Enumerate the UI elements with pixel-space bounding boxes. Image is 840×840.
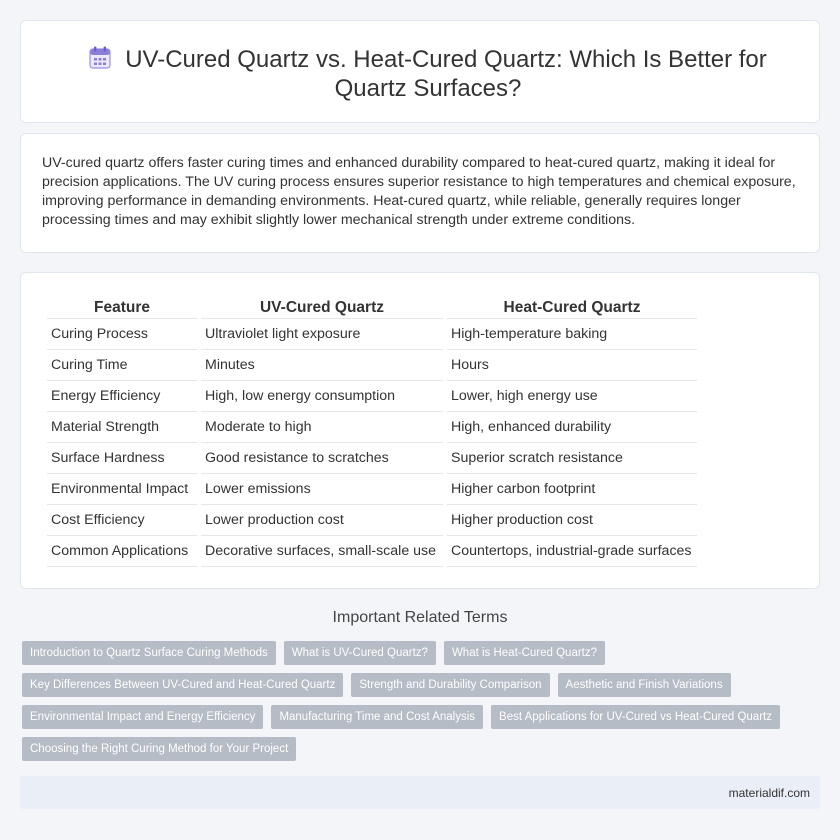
- page-title-wrap: [51, 45, 805, 103]
- related-term-tag[interactable]: Choosing the Right Curing Method for Your Project: [22, 737, 296, 761]
- table-row: [47, 505, 697, 536]
- related-term-tag[interactable]: Key Differences Between UV-Cured and Heat-Cured Quartz: [22, 673, 343, 697]
- table-row: [47, 381, 697, 412]
- table-cell-heat: High, enhanced durability: [447, 412, 697, 443]
- related-term-tag[interactable]: Strength and Durability Comparison: [351, 673, 549, 697]
- related-term-tag[interactable]: Best Applications for UV-Cured vs Heat-Cured Quartz: [491, 705, 780, 729]
- table-cell-feature: Curing Process: [47, 319, 197, 350]
- related-terms-list: [22, 641, 822, 769]
- table-header-uv: UV-Cured Quartz: [201, 295, 443, 319]
- table-cell-uv: Lower emissions: [201, 474, 443, 505]
- table-row: [47, 412, 697, 443]
- table-header-feature: Feature: [47, 295, 197, 319]
- table-cell-feature: Curing Time: [47, 350, 197, 381]
- table-cell-feature: Surface Hardness: [47, 443, 197, 474]
- table-row: [47, 443, 697, 474]
- table-cell-feature: Energy Efficiency: [47, 381, 197, 412]
- related-term-tag[interactable]: Environmental Impact and Energy Efficiency: [22, 705, 263, 729]
- table-cell-feature: Material Strength: [47, 412, 197, 443]
- calendar-icon: [89, 46, 111, 70]
- title-card: [20, 20, 820, 123]
- table-cell-uv: Decorative surfaces, small-scale use: [201, 536, 443, 567]
- footer-site-link[interactable]: materialdif.com: [728, 786, 810, 800]
- table-cell-uv: Lower production cost: [201, 505, 443, 536]
- table-cell-uv: Good resistance to scratches: [201, 443, 443, 474]
- table-cell-heat: Higher carbon footprint: [447, 474, 697, 505]
- table-cell-feature: Common Applications: [47, 536, 197, 567]
- table-header-row: [47, 295, 697, 319]
- related-term-tag[interactable]: Introduction to Quartz Surface Curing Methods: [22, 641, 276, 665]
- table-cell-heat: Countertops, industrial-grade surfaces: [447, 536, 697, 567]
- table-cell-heat: Superior scratch resistance: [447, 443, 697, 474]
- table-row: [47, 536, 697, 567]
- related-term-tag[interactable]: What is UV-Cured Quartz?: [284, 641, 436, 665]
- table-cell-uv: Minutes: [201, 350, 443, 381]
- table-row: [47, 319, 697, 350]
- page-title: UV-Cured Quartz vs. Heat-Cured Quartz: Which Is Better for Quartz Surfaces?: [125, 46, 767, 102]
- table-cell-feature: Cost Efficiency: [47, 505, 197, 536]
- table-cell-uv: High, low energy consumption: [201, 381, 443, 412]
- table-cell-heat: Lower, high energy use: [447, 381, 697, 412]
- table-cell-feature: Environmental Impact: [47, 474, 197, 505]
- related-term-tag[interactable]: Aesthetic and Finish Variations: [558, 673, 731, 697]
- table-row: [47, 474, 697, 505]
- tag-row: [22, 737, 822, 761]
- intro-card: [20, 133, 820, 253]
- tag-row: [22, 641, 822, 665]
- tag-row: [22, 705, 822, 729]
- table-header-heat: Heat-Cured Quartz: [447, 295, 697, 319]
- footer: [20, 776, 820, 809]
- related-term-tag[interactable]: Manufacturing Time and Cost Analysis: [271, 705, 483, 729]
- table-cell-uv: Moderate to high: [201, 412, 443, 443]
- table-cell-heat: Hours: [447, 350, 697, 381]
- related-term-tag[interactable]: What is Heat-Cured Quartz?: [444, 641, 605, 665]
- table-cell-heat: Higher production cost: [447, 505, 697, 536]
- tag-row: [22, 673, 822, 697]
- comparison-table: [43, 295, 701, 567]
- related-terms-title: Important Related Terms: [332, 609, 508, 626]
- intro-paragraph: UV-cured quartz offers faster curing times and enhanced durability compared to heat-cured quartz, making it ideal for precision applications. The UV curing process ensures superior resistance to high temperatures and chemical exposure, improving performance in demanding environments. Heat-cured quartz, while reliable, generally requires longer processing times and may exhibit slightly lower mechanical strength under extreme conditions.: [42, 155, 796, 228]
- comparison-table-card: [20, 272, 820, 589]
- table-row: [47, 350, 697, 381]
- table-cell-heat: High-temperature baking: [447, 319, 697, 350]
- table-cell-uv: Ultraviolet light exposure: [201, 319, 443, 350]
